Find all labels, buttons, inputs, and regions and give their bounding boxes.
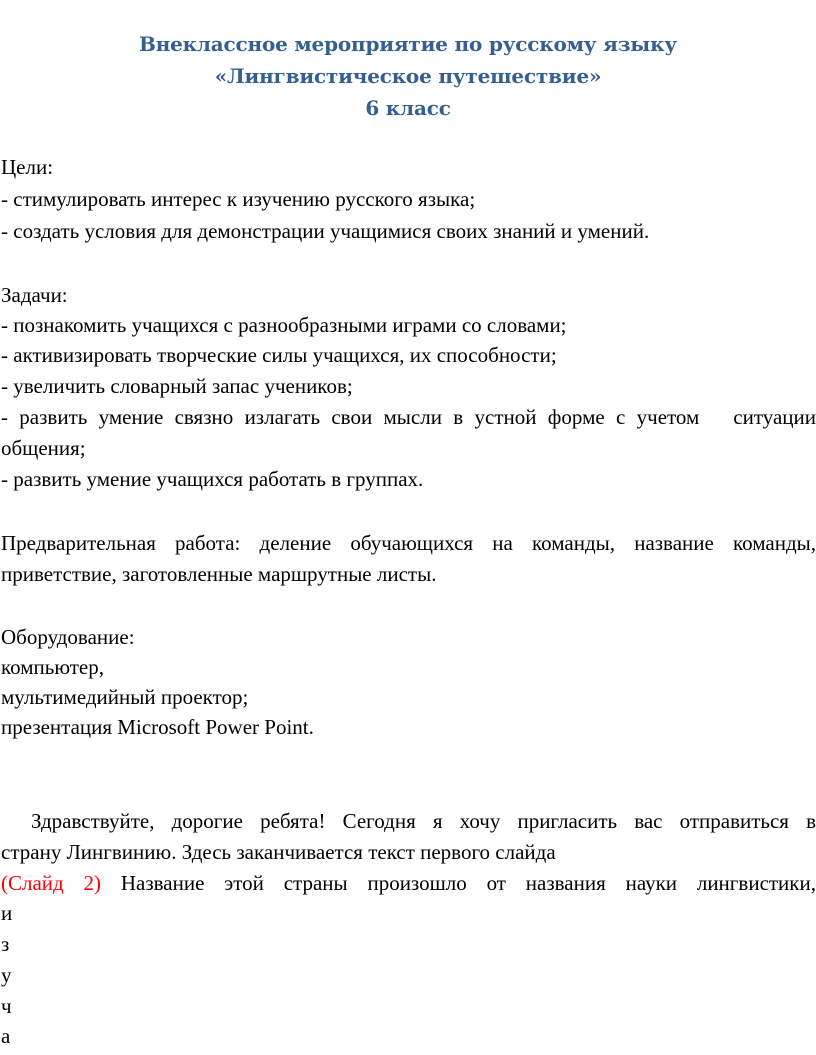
vertical-letter: з bbox=[1, 932, 10, 956]
goal-item: - создать условия для демонстрации учащимися своих знаний и умений. bbox=[1, 219, 650, 243]
vertical-letter: а bbox=[1, 1024, 11, 1048]
task-item: - активизировать творческие силы учащихся, их способности; bbox=[1, 343, 557, 367]
task-item-continuation: общения; bbox=[1, 436, 86, 460]
prep-line-2: приветствие, заготовленные маршрутные листы. bbox=[1, 562, 437, 586]
slide-label: (Слайд 2) bbox=[1, 871, 102, 895]
vertical-letter: у bbox=[1, 963, 12, 987]
intro-line-3-text: Название этой страны произошло от названия науки лингвистики, bbox=[101, 871, 816, 895]
goal-item: - стимулировать интерес к изучению русского языка; bbox=[1, 187, 476, 211]
task-item: - увеличить словарный запас учеников; bbox=[1, 374, 353, 398]
intro-line-2: страну Лингвинию. Здесь заканчивается текст первого слайда bbox=[1, 840, 556, 864]
equipment-item: компьютер, bbox=[1, 655, 105, 679]
prep-line-1: Предварительная работа: деление обучающихся на команды, название команды, bbox=[1, 531, 816, 555]
title-line-2: «Лингвистическое путешествие» bbox=[214, 64, 602, 88]
task-item: - развить умение связно излагать свои мысли в устной форме с учетом ситуации bbox=[1, 405, 816, 429]
tasks-heading: Задачи: bbox=[1, 283, 68, 307]
equipment-item: презентация Microsoft Power Point. bbox=[1, 715, 314, 739]
document-title bbox=[0, 28, 816, 124]
task-item: - познакомить учащихся с разнообразными играми со словами; bbox=[1, 313, 567, 337]
equipment-item: мультимедийный проектор; bbox=[1, 685, 249, 709]
equipment-heading: Оборудование: bbox=[1, 625, 135, 649]
goals-heading: Цели: bbox=[1, 155, 54, 179]
vertical-letter: ч bbox=[1, 994, 12, 1018]
title-line-1: Внеклассное мероприятие по русскому языку bbox=[138, 32, 677, 56]
intro-line-3 bbox=[1, 868, 816, 898]
vertical-letter: и bbox=[1, 901, 13, 925]
task-item: - развить умение учащихся работать в группах. bbox=[1, 467, 424, 491]
title-line-3: 6 класс bbox=[365, 96, 451, 120]
intro-line-1: Здравствуйте, дорогие ребята! Сегодня я хочу пригласить вас отправиться в bbox=[31, 809, 816, 833]
